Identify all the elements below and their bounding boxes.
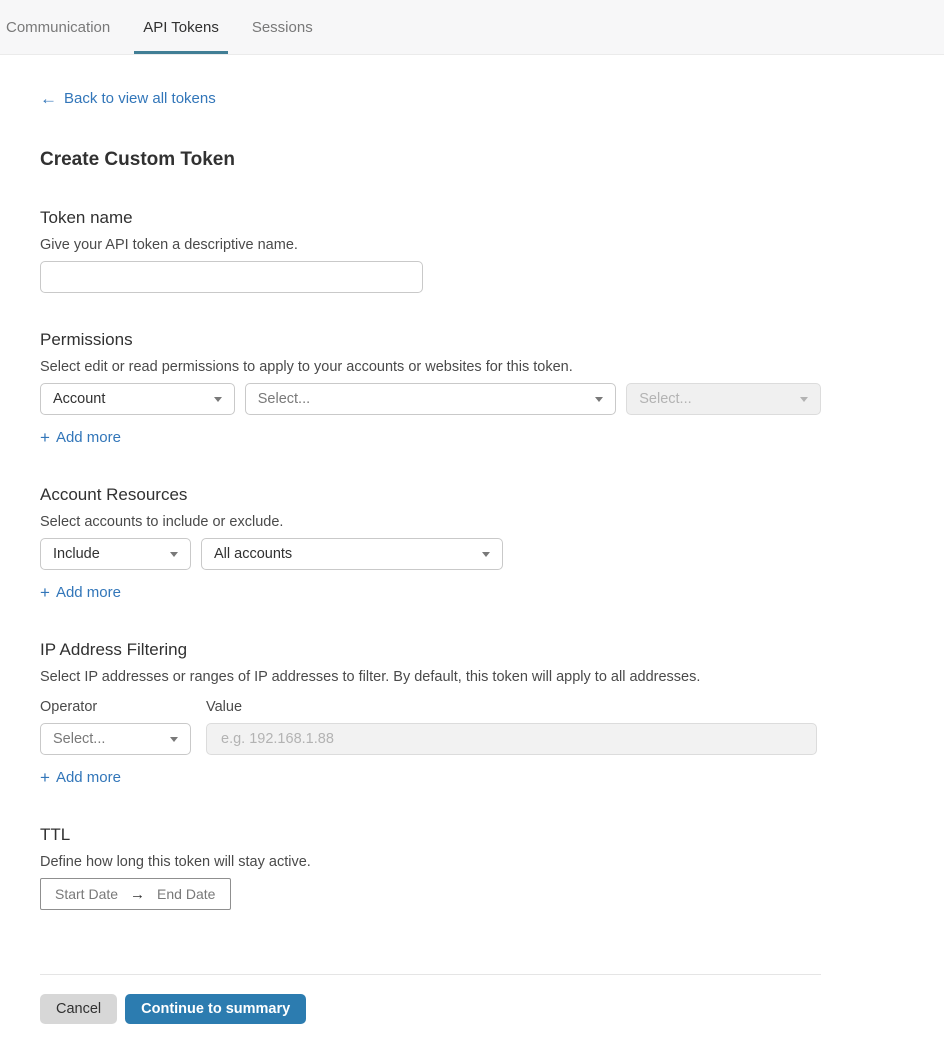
back-link-label: Back to view all tokens — [64, 90, 216, 107]
back-link[interactable] — [40, 90, 216, 107]
plus-icon: + — [40, 428, 50, 447]
plus-icon: + — [40, 583, 50, 602]
ttl-heading: TTL — [40, 825, 71, 844]
accounts-select[interactable] — [201, 538, 503, 570]
account-resources-heading: Account Resources — [40, 485, 188, 504]
permissions-section — [40, 330, 821, 448]
ttl-description: Define how long this token will stay active. — [40, 854, 311, 870]
cancel-button[interactable]: Cancel — [40, 994, 117, 1024]
ttl-section — [40, 825, 821, 910]
tab-sessions[interactable]: Sessions — [251, 18, 313, 36]
operator-label: Operator — [40, 699, 98, 715]
chevron-down-icon — [170, 737, 178, 742]
add-more-label: Add more — [55, 584, 121, 601]
ip-filtering-description: Select IP addresses or ranges of IP addresses to filter. By default, this token will apply to all addresses. — [40, 669, 701, 685]
chevron-down-icon — [214, 397, 222, 402]
permission-scope-value: Account — [53, 391, 106, 407]
account-resources-description: Select accounts to include or exclude. — [40, 514, 284, 530]
footer-divider — [40, 974, 821, 975]
include-exclude-value: Include — [53, 546, 100, 562]
ip-filtering-field-labels — [40, 699, 821, 715]
add-more-label: Add more — [55, 429, 121, 446]
start-date-placeholder: Start Date — [55, 886, 119, 902]
ip-value-input[interactable] — [206, 723, 817, 755]
value-label: Value — [206, 699, 243, 715]
ttl-date-range-picker[interactable] — [40, 878, 231, 910]
permission-access-select — [626, 383, 821, 415]
form-actions — [40, 994, 821, 1024]
plus-icon: + — [40, 768, 50, 787]
token-name-description: Give your API token a descriptive name. — [40, 237, 298, 253]
add-more-label: Add more — [55, 769, 121, 786]
permissions-heading: Permissions — [40, 330, 133, 349]
include-exclude-select[interactable] — [40, 538, 191, 570]
tab-communication[interactable]: Communication — [6, 18, 111, 36]
tab-api-tokens[interactable]: API Tokens — [134, 0, 228, 54]
ip-operator-placeholder: Select... — [53, 731, 106, 747]
token-name-heading: Token name — [40, 208, 133, 227]
permission-group-placeholder: Select... — [257, 391, 311, 407]
permissions-row — [40, 383, 821, 415]
ip-filtering-add-more-link[interactable] — [40, 769, 121, 786]
back-arrow-icon: ← — [40, 89, 57, 108]
create-token-form — [40, 55, 821, 1064]
page-title: Create Custom Token — [40, 149, 235, 170]
chevron-down-icon — [170, 552, 178, 557]
ip-filtering-row — [40, 723, 821, 755]
ip-filtering-heading: IP Address Filtering — [40, 640, 188, 659]
chevron-down-icon — [482, 552, 490, 557]
account-resources-add-more-link[interactable] — [40, 584, 121, 601]
token-name-section — [40, 208, 821, 293]
chevron-down-icon — [800, 397, 808, 402]
account-resources-row — [40, 538, 821, 570]
ip-filtering-section — [40, 640, 821, 788]
permission-scope-select[interactable] — [40, 383, 235, 415]
permission-access-placeholder: Select... — [639, 391, 692, 407]
tab-bar — [0, 0, 944, 55]
chevron-down-icon — [595, 397, 603, 402]
right-arrow-icon: → — [130, 885, 146, 903]
accounts-select-value: All accounts — [214, 546, 293, 562]
account-resources-section — [40, 485, 821, 603]
end-date-placeholder: End Date — [157, 886, 216, 902]
ip-operator-select[interactable] — [40, 723, 191, 755]
permissions-description: Select edit or read permissions to apply to your accounts or websites for this token. — [40, 359, 573, 375]
permissions-add-more-link[interactable] — [40, 429, 121, 446]
token-name-input[interactable] — [40, 261, 423, 293]
continue-button[interactable]: Continue to summary — [125, 994, 306, 1024]
permission-group-select[interactable] — [245, 383, 617, 415]
